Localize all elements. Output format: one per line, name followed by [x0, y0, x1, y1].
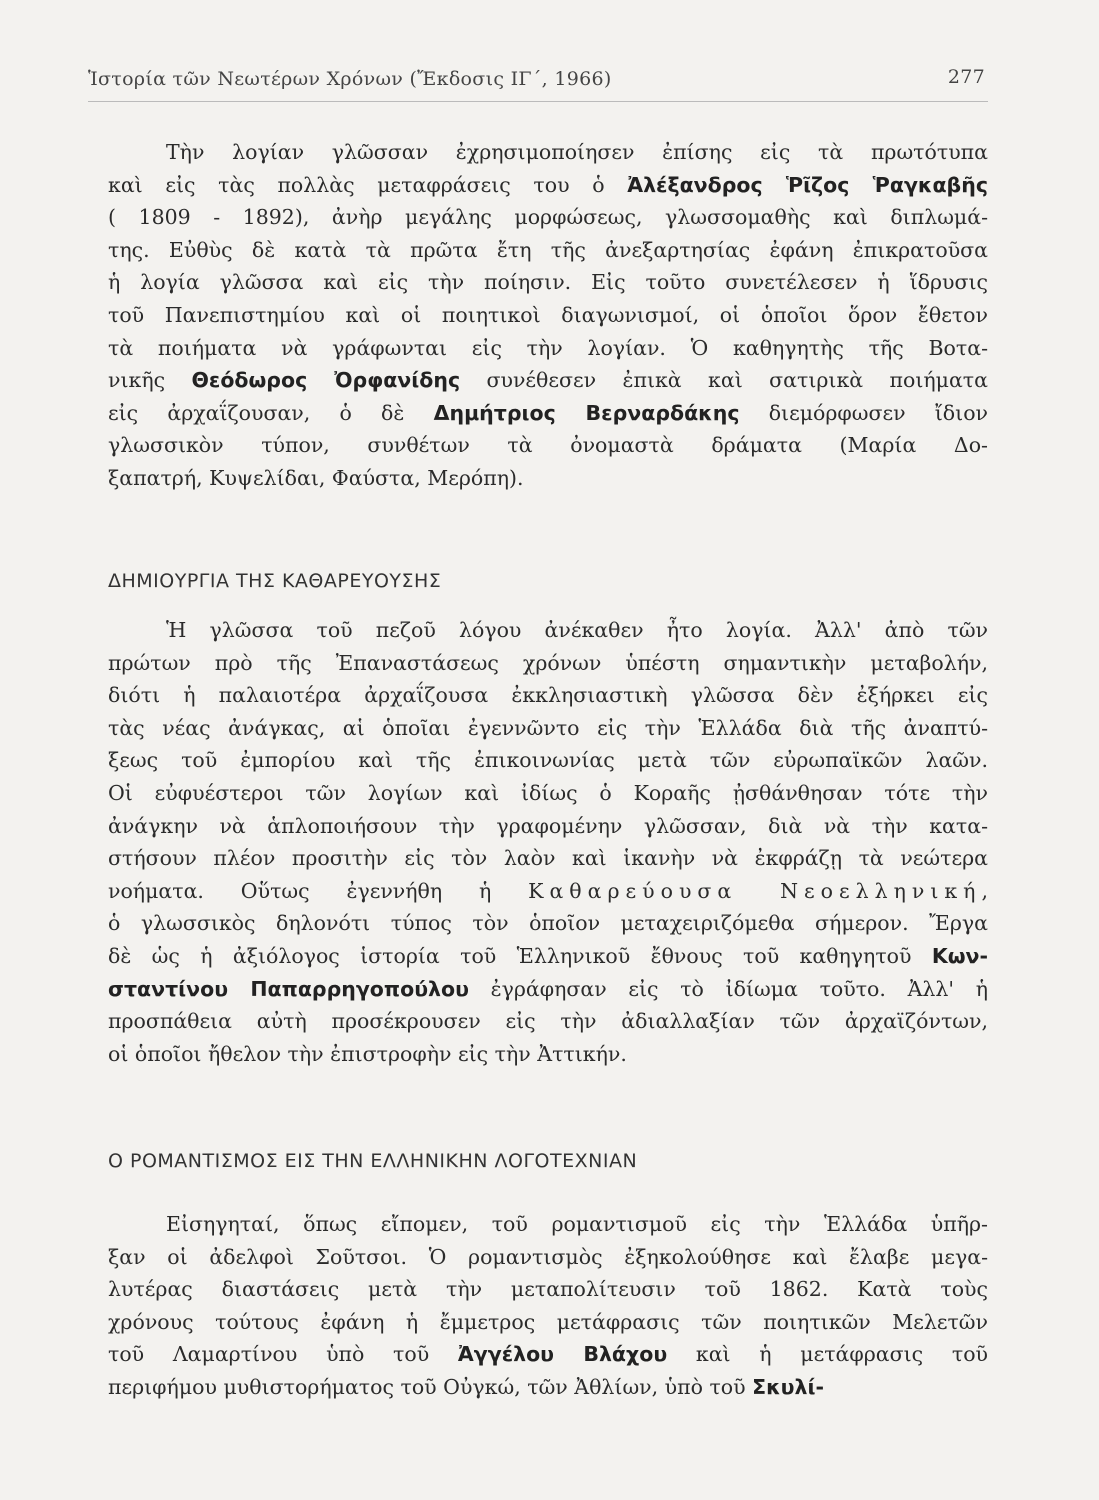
paragraph-romanticism	[108, 1208, 988, 1404]
text-line: πρώτων πρὸ τῆς Ἐπαναστάσεως χρόνων ὑπέστη σημαντικὴν μεταβολήν,	[108, 650, 988, 675]
text-line: της. Εὐθὺς δὲ κατὰ τὰ πρῶτα ἔτη τῆς ἀνεξαρτησίας ἐφάνη ἐπικρατοῦσα	[108, 237, 988, 262]
page-number: 277	[947, 66, 985, 88]
text-line: σταντίνου Παπαρρηγοπούλου ἐγράφησαν εἰς τὸ ἰδίωμα τοῦτο. Ἀλλ' ἡ	[108, 976, 988, 1001]
text-line: Τὴν λογίαν γλῶσσαν ἐχρησιμοποίησεν ἐπίσης εἰς τὰ πρωτότυπα	[166, 140, 988, 164]
heading-romanticism: Ο ΡΟΜΑΝΤΙΣΜΟΣ ΕΙΣ ΤΗΝ ΕΛΛΗΝΙΚΗΝ ΛΟΓΟΤΕΧΝΙΑΝ	[108, 1150, 638, 1172]
text-line: εἰς ἀρχαΐζουσαν, ὁ δὲ Δημήτριος Βερναρδάκης διεμόρφωσεν ἴδιον	[108, 400, 988, 425]
text-line: ξαπατρή, Κυψελίδαι, Φαύστα, Μερόπη).	[108, 465, 524, 490]
text-line: χρόνους τούτους ἐφάνη ἡ ἔμμετρος μετάφρασις τῶν ποιητικῶν Μελετῶν	[108, 1309, 988, 1334]
header-rule	[88, 101, 988, 102]
text-line: προσπάθεια αὐτὴ προσέκρουσεν εἰς τὴν ἀδιαλλαξίαν τῶν ἀρχαϊζόντων,	[108, 1009, 988, 1034]
text-line: ξεως τοῦ ἐμπορίου καὶ τῆς ἐπικοινωνίας μετὰ τῶν εὐρωπαϊκῶν λαῶν.	[108, 748, 988, 773]
bold-name: Ἀλέξανδρος Ῥῖζος Ῥαγκαβῆς	[627, 172, 988, 197]
text-line: τοῦ Λαμαρτίνου ὑπὸ τοῦ Ἀγγέλου Βλάχου καὶ ἡ μετάφρασις τοῦ	[108, 1342, 988, 1367]
bold-name: σταντίνου Παπαρρηγοπούλου	[108, 976, 469, 1001]
text-line: τὰς νέας ἀνάγκας, αἱ ὁποῖαι ἐγεννῶντο εἰς τὴν Ἑλλάδα διὰ τῆς ἀναπτύ-	[108, 715, 988, 740]
text-line: τοῦ Πανεπιστημίου καὶ οἱ ποιητικοὶ διαγωνισμοί, οἱ ὁποῖοι ὅρον ἔθετον	[108, 302, 988, 327]
bold-name: Θεόδωρος Ὀρφανίδης	[191, 368, 461, 393]
text-line: νοήματα. Οὕτως ἐγεννήθη ἡ Καθαρεύουσα Νεοελληνική,	[108, 878, 988, 903]
bold-name: Κων-	[931, 943, 988, 968]
text-line: λυτέρας διαστάσεις μετὰ τὴν μεταπολίτευσιν τοῦ 1862. Κατὰ τοὺς	[108, 1277, 988, 1302]
bold-name: Δημήτριος Βερναρδάκης	[433, 400, 740, 425]
text-line: Εἰσηγηταί, ὅπως εἴπομεν, τοῦ ρομαντισμοῦ εἰς τὴν Ἑλλάδα ὑπῆρ-	[166, 1212, 988, 1236]
text-line: ξαν οἱ ἀδελφοὶ Σοῦτσοι. Ὁ ρομαντισμὸς ἐξηκολούθησε καὶ ἔλαβε μεγα-	[108, 1244, 988, 1269]
spaced-text: Καθαρεύουσα Νεοελληνική	[528, 878, 982, 903]
text-line: ἡ λογία γλῶσσα καὶ εἰς τὴν ποίησιν. Εἰς τοῦτο συνετέλεσεν ἡ ἵδρυσις	[108, 270, 988, 295]
text-line: τὰ ποιήματα νὰ γράφωνται εἰς τὴν λογίαν. Ὁ καθηγητὴς τῆς Βοτα-	[108, 335, 988, 360]
bold-name: Σκυλί-	[752, 1374, 824, 1399]
bold-name: Ἀγγέλου Βλάχου	[457, 1342, 668, 1367]
text-line: γλωσσικὸν τύπον, συνθέτων τὰ ὀνομαστὰ δράματα (Μαρία Δο-	[108, 433, 988, 458]
text-line: νικῆς Θεόδωρος Ὀρφανίδης συνέθεσεν ἐπικὰ καὶ σατιρικὰ ποιήματα	[108, 368, 988, 393]
running-head-title: Ἱστορία τῶν Νεωτέρων Χρόνων (Ἔκδοσις ΙΓ΄, 1966)	[88, 68, 612, 90]
text-line: ( 1809 - 1892), ἀνὴρ μεγάλης μορφώσεως, γλωσσομαθὴς καὶ διπλωμά-	[108, 205, 988, 230]
text-line: περιφήμου μυθιστορήματος τοῦ Οὐγκώ, τῶν Ἀθλίων, ὑπὸ τοῦ Σκυλί-	[108, 1374, 824, 1399]
text-line: ἀνάγκην νὰ ἁπλοποιήσουν τὴν γραφομένην γλῶσσαν, διὰ νὰ τὴν κατα-	[108, 813, 988, 838]
text-line: οἱ ὁποῖοι ἤθελον τὴν ἐπιστροφὴν εἰς τὴν Ἀττικήν.	[108, 1041, 627, 1066]
text-line: καὶ εἰς τὰς πολλὰς μεταφράσεις του ὁ Ἀλέξανδρος Ῥῖζος Ῥαγκαβῆς	[108, 172, 988, 197]
paragraph-rizos-rangavis	[108, 136, 988, 495]
heading-katharevousa: ΔΗΜΙΟΥΡΓΙΑ ΤΗΣ ΚΑΘΑΡΕΥΟΥΣΗΣ	[108, 570, 442, 592]
text-line: Οἱ εὐφυέστεροι τῶν λογίων καὶ ἰδίως ὁ Κοραῆς ᾐσθάνθησαν τότε τὴν	[108, 780, 988, 805]
paragraph-katharevousa	[108, 614, 988, 1070]
text-line: ὁ γλωσσικὸς δηλονότι τύπος τὸν ὁποῖον μεταχειριζόμεθα σήμερον. Ἔργα	[108, 911, 988, 936]
text-line: διότι ἡ παλαιοτέρα ἀρχαΐζουσα ἐκκλησιαστικὴ γλῶσσα δὲν ἐξήρκει εἰς	[108, 683, 988, 708]
text-line: δὲ ὡς ἡ ἀξιόλογος ἱστορία τοῦ Ἑλληνικοῦ ἔθνους τοῦ καθηγητοῦ Κων-	[108, 943, 988, 968]
text-line: Ἡ γλῶσσα τοῦ πεζοῦ λόγου ἀνέκαθεν ἦτο λογία. Ἀλλ' ἀπὸ τῶν	[166, 618, 988, 642]
text-line: στήσουν πλέον προσιτὴν εἰς τὸν λαὸν καὶ ἱκανὴν νὰ ἐκφράζῃ τὰ νεώτερα	[108, 846, 988, 871]
